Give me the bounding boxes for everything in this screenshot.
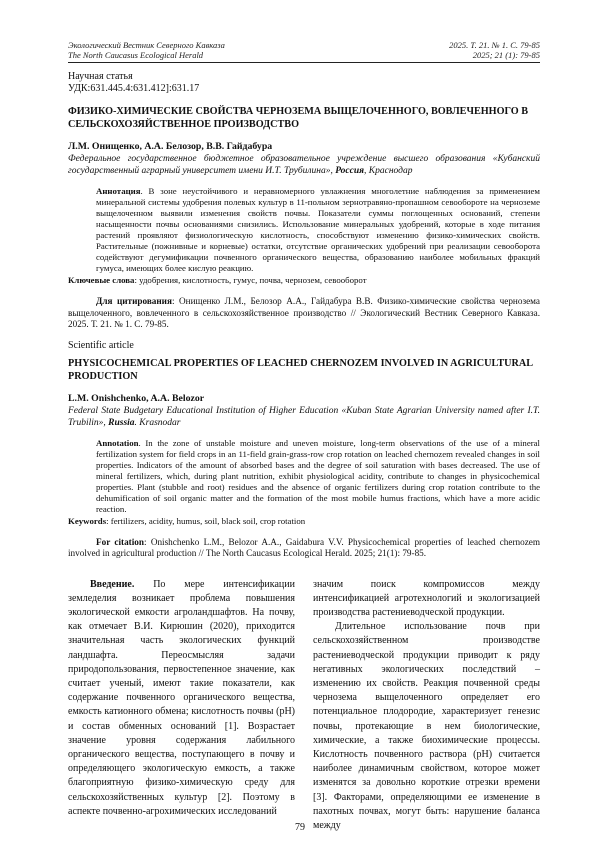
- affiliation-ru: [68, 153, 540, 177]
- citation-ru: [68, 296, 540, 331]
- continued-paragraph: значим поиск компромиссов между интенсификацией агротехнологий и экологизацией производства растениеводческой продукции.: [313, 578, 540, 618]
- page-number: 79: [295, 822, 305, 833]
- body-column-left: [68, 578, 295, 834]
- city-en: . Krasnodar: [134, 417, 181, 428]
- country-en: Russia: [108, 417, 135, 428]
- keywords-label-en: Keywords: [68, 515, 107, 526]
- intro-text: По мере интенсификации земледелия возникает проблема повышения экологической емкости агроландшафтов. На почву, как отмечает В.И. Кирюшин (2020), приходится значительная часть экологических функций ландшафта. Переосмысляя задачи природопользования, первостепенное значение, как считает ученый, имеют такие показатели, как содержание почвенного органического вещества, емкость катионного обмена; кислотность почвы (рН) и состав обменных оснований [1]. Возрастает значение уровня содержания лабильного органического вещества, поступающего в почву и определяющего экологическую емкость, а также благоприятную физико-химическую среду для сельскохозяйственных культур [2]. Поэтому в аспекте почвенно-агрохимических исследований: [68, 578, 295, 817]
- keywords-label-ru: Ключевые слова: [68, 275, 135, 285]
- abstract-label-ru: Аннотация: [96, 186, 141, 196]
- keywords-ru: [68, 275, 540, 286]
- abstract-en: [96, 438, 540, 515]
- article-type-ru: Научная статья: [68, 71, 133, 82]
- udc-code: УДК:631.445.4:631.412]:631.17: [68, 83, 200, 94]
- title-ru: ФИЗИКО-ХИМИЧЕСКИЕ СВОЙСТВА ЧЕРНОЗЕМА ВЫЩЕЛОЧЕННОГО, ВОВЛЕЧЕННОГО В СЕЛЬСКОХОЗЯЙСТВЕННОЕ ПРОИЗВОДСТВО: [68, 106, 529, 130]
- citation-text-en: : Onishchenko L.M., Belozor A.A., Gaidabura V.V. Physicochemical properties of leached chernozem involved in agricultural production // The North Caucasus Ecological Herald. 2025; 21(1): 79-85.: [68, 536, 541, 558]
- abstract-ru: [96, 186, 540, 274]
- header-left: [68, 40, 225, 60]
- abstract-label-en: Annotation: [96, 437, 139, 448]
- journal-name-ru: Экологический Вестник Северного Кавказа: [68, 40, 225, 50]
- affiliation-en: [68, 405, 540, 429]
- body-columns: [68, 578, 540, 834]
- affiliation-ru-text: Федеральное государственное бюджетное образовательное учреждение высшего образования «Кубанский государственный аграрный университет имени И.Т. Трубилина»,: [68, 154, 540, 176]
- article-type-en: Scientific article: [68, 339, 134, 351]
- header-divider: [68, 62, 540, 63]
- intro-label: Введение.: [90, 578, 135, 590]
- keywords-text-ru: : удобрения, кислотность, гумус, почва, чернозем, севооборот: [134, 275, 367, 285]
- running-header: [68, 40, 540, 60]
- authors-en: L.M. Onishchenko, A.A. Belozor: [68, 392, 205, 404]
- citation-en: [68, 537, 540, 560]
- body-paragraph: Длительное использование почв при сельскохозяйственном производстве растениеводческой продукции приводит к ряду негативных экологических последствий – изменению их свойств. Реакция почвенной среды чернозема выщелоченного определяет его потенциальное плодородие, характеризует генезис почвы, протекающие в нем биологические, химические, а также биохимические процессы. Кислотность почвенного раствора (рН) считается наиболее динамичным свойством, которое может изменятся за довольно короткие отрезки времени [3]. Факторами, определяющими ее изменение в пахотных почвах, могут быть: нарушение баланса между: [313, 621, 540, 831]
- citation-label-en: For citation: [96, 536, 144, 547]
- affiliation-en-text: Federal State Budgetary Educational Institution of Higher Education «Kuban State Agrarian University named after I.T. Trubilin»,: [68, 405, 540, 428]
- journal-name-en: The North Caucasus Ecological Herald: [68, 50, 204, 60]
- country-ru: Россия: [335, 166, 365, 176]
- title-en: PHYSICOCHEMICAL PROPERTIES OF LEACHED CHERNOZEM INVOLVED IN AGRICULTURAL PRODUCTION: [68, 357, 533, 382]
- abstract-text-en: . In the zone of unstable moisture and uneven moisture, long-term observations of the use of a mineral fertilization system for field crops in an 11-field grain-grass-row crop rotation on leached chernozem revealed changes in soil properties. Indicators of the amount of absorbed bases and the degree of soil saturation with bases decreased. The use of mineral fertilizers, which, during plant nutrition, exhibit physiological acidity, contribute to changes in physicochemical properties. Plant (stubble and root) residues and the absence of organic fertilizers during crop rotation contribute to the dehumification of soil organic matter and the formation of the most mobile humus fractions, which have a more acidic reaction.: [96, 437, 540, 514]
- body-column-right: [313, 578, 540, 834]
- keywords-text-en: : fertilizers, acidity, humus, soil, black soil, crop rotation: [106, 515, 306, 526]
- citation-label-ru: Для цитирования: [96, 296, 172, 306]
- citation-text-ru: : Онищенко Л.М., Белозор А.А., Гайдабура В.В. Физико-химические свойства чернозема выщелоченного, вовлеченного в сельскохозяйственное производство // Экологический Вестник Северного Кавказа. 2025. Т. 21. № 1. С. 79-85.: [68, 296, 540, 329]
- keywords-en: [68, 516, 540, 527]
- issue-en: 2025; 21 (1): 79-85: [472, 50, 540, 60]
- issue-ru: 2025. Т. 21. № 1. С. 79-85: [449, 40, 540, 50]
- intro-paragraph: [68, 578, 295, 819]
- city-ru: , Краснодар: [364, 166, 413, 176]
- abstract-text-ru: . В зоне неустойчивого и неравномерного увлажнения многолетние наблюдения за применением минеральной системы удобрения полевых культур в 11-польном зернотравяно-пропашном севообороте на черноземе выщелоченном выявили изменения свойств почвы. Показатели суммы поглощенных оснований, степени насыщенности почвы основаниями снизились. Использование минеральных удобрений, которые в ходе питания растений проявляют физиологическую кислотность, способствуют изменению физико-химических свойств. Растительные (пожнивные и корневые) остатки, отсутствие органических удобрений при реализации севооборота содействуют дегумификации почвенного органического вещества, образованию наиболее мобильных фракций гумуса, имеющих более кислую реакцию.: [96, 186, 540, 273]
- authors-ru: Л.М. Онищенко, А.А. Белозор, В.В. Гайдабура: [68, 141, 273, 152]
- header-right: [449, 40, 540, 60]
